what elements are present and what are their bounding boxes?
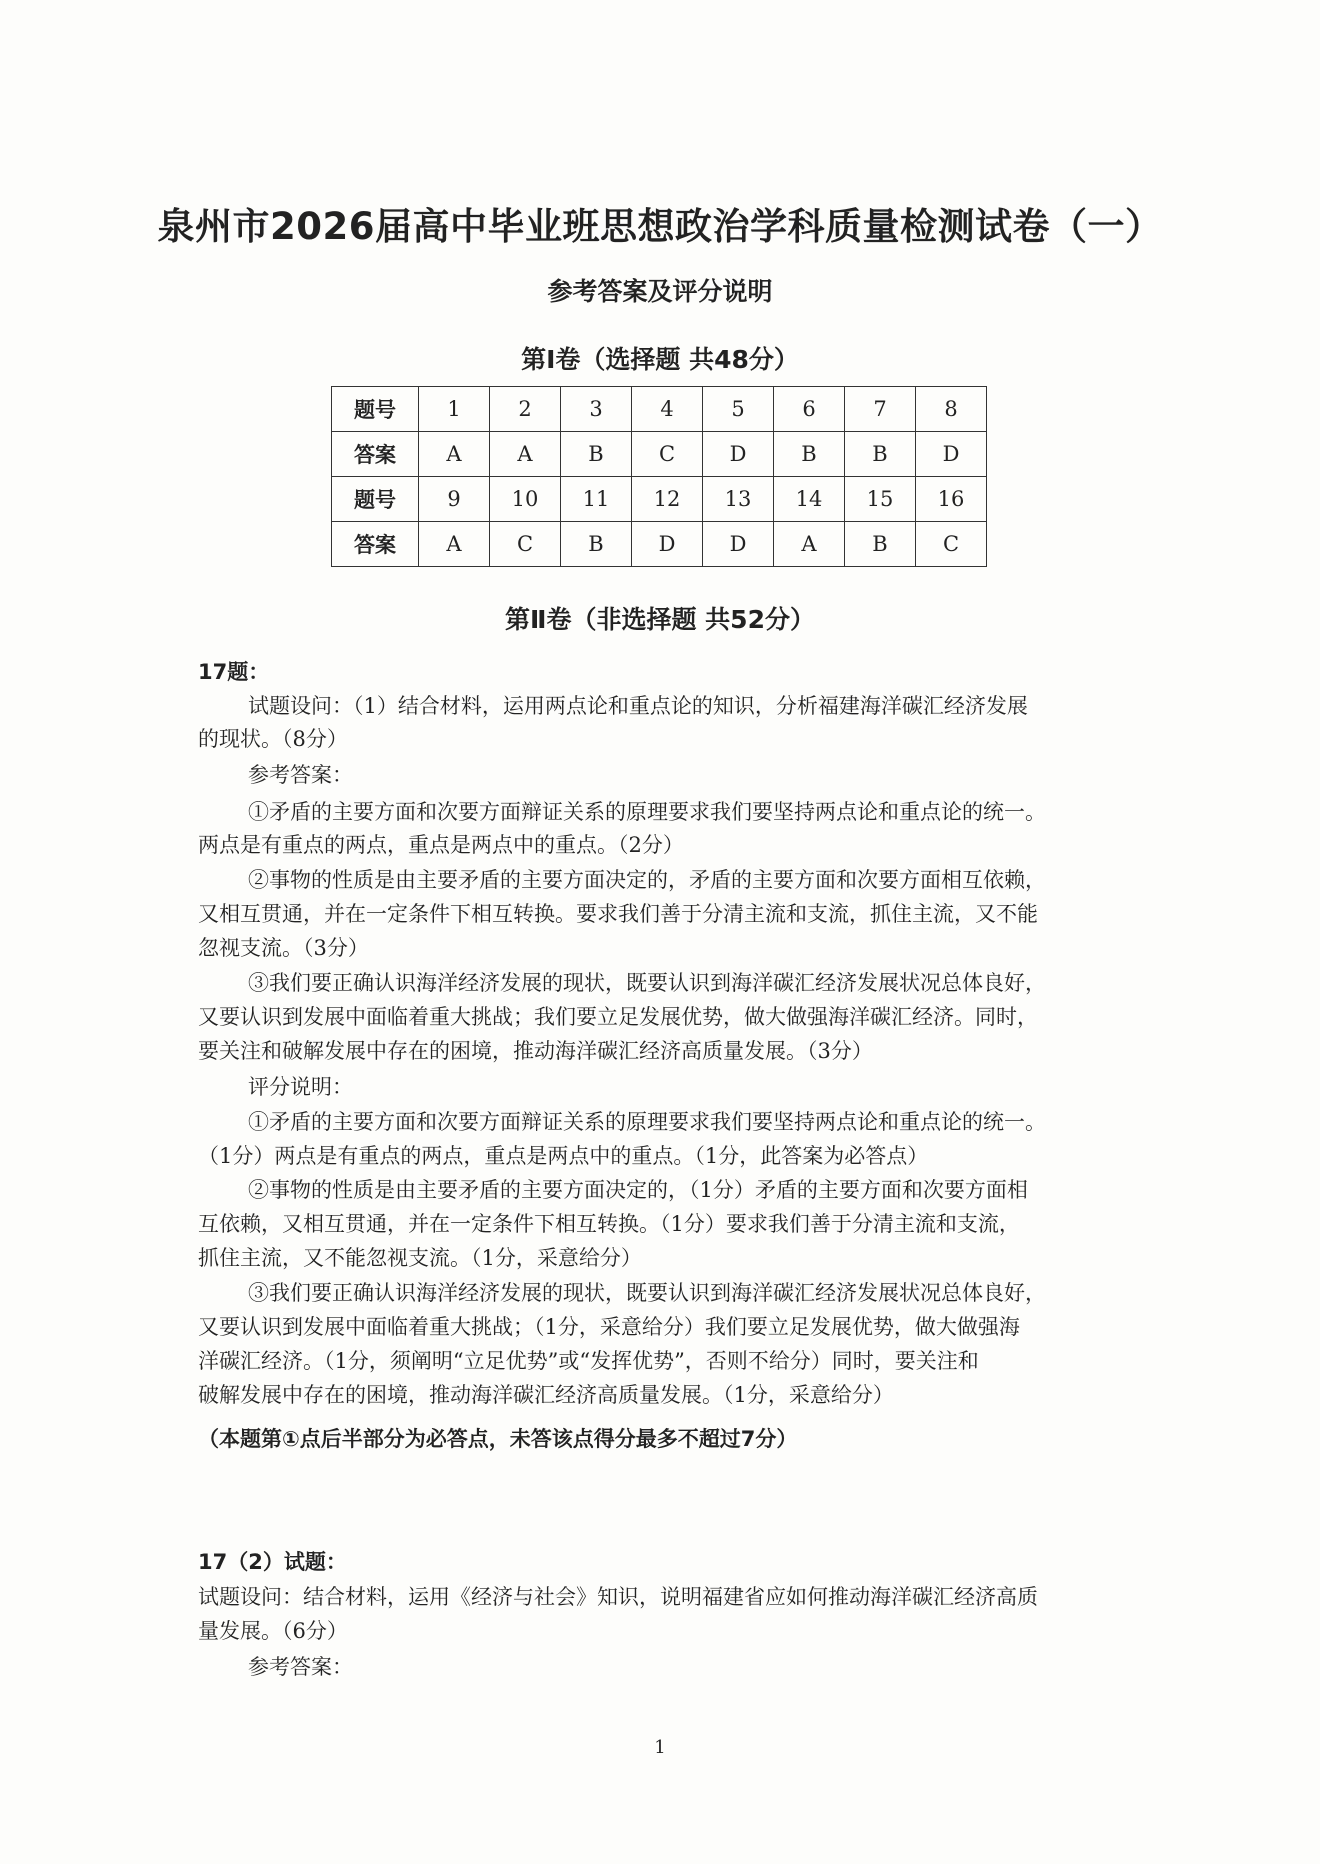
answer-cell: B bbox=[774, 432, 845, 477]
question-number: 2 bbox=[490, 387, 561, 432]
scoring-line: ②事物的性质是由主要矛盾的主要方面决定的，（1分）矛盾的主要方面和次要方面相 bbox=[248, 1178, 1028, 1202]
answer-cell: B bbox=[845, 432, 916, 477]
answer-line: 又相互贯通，并在一定条件下相互转换。要求我们善于分清主流和支流，抓住主流，又不能 bbox=[198, 902, 1038, 926]
answer-line: 又要认识到发展中面临着重大挑战；我们要立足发展优势，做大做强海洋碳汇经济。同时， bbox=[198, 1005, 1038, 1029]
answer-cell: D bbox=[703, 432, 774, 477]
scoring-label: 评分说明： bbox=[248, 1075, 353, 1099]
table-row bbox=[332, 477, 987, 522]
question-prompt: 试题设问：（1）结合材料，运用两点论和重点论的知识，分析福建海洋碳汇经济发展 bbox=[248, 694, 1028, 718]
question-number: 1 bbox=[419, 387, 490, 432]
answer-cell: A bbox=[490, 432, 561, 477]
question-number: 6 bbox=[774, 387, 845, 432]
question-number: 10 bbox=[490, 477, 561, 522]
scoring-line: 抓住主流，又不能忽视支流。（1分，采意给分） bbox=[198, 1246, 642, 1270]
answer-cell: A bbox=[419, 522, 490, 567]
question-number: 15 bbox=[845, 477, 916, 522]
answer-cell: A bbox=[419, 432, 490, 477]
scoring-line: 洋碳汇经济。（1分，须阐明“立足优势”或“发挥优势”，否则不给分）同时，要关注和 bbox=[198, 1349, 979, 1373]
answer-line: 忽视支流。（3分） bbox=[198, 936, 369, 960]
answer-cell: C bbox=[916, 522, 987, 567]
part2-heading: 第Ⅱ卷（非选择题 共52分） bbox=[505, 605, 815, 634]
answer-line: ②事物的性质是由主要矛盾的主要方面决定的，矛盾的主要方面和次要方面相互依赖， bbox=[248, 868, 1046, 892]
question-number: 3 bbox=[561, 387, 632, 432]
question-number: 9 bbox=[419, 477, 490, 522]
answer-cell: A bbox=[774, 522, 845, 567]
scoring-line: 互依赖，又相互贯通，并在一定条件下相互转换。（1分）要求我们善于分清主流和支流， bbox=[198, 1212, 1020, 1236]
scoring-note: （本题第①点后半部分为必答点，未答该点得分最多不超过7分） bbox=[198, 1427, 798, 1451]
question-number: 16 bbox=[916, 477, 987, 522]
answer-cell: B bbox=[561, 432, 632, 477]
table-row bbox=[332, 432, 987, 477]
question-number: 12 bbox=[632, 477, 703, 522]
answer-cell: B bbox=[561, 522, 632, 567]
answer-line: ①矛盾的主要方面和次要方面辩证关系的原理要求我们要坚持两点论和重点论的统一。 bbox=[248, 800, 1046, 824]
table-row bbox=[332, 522, 987, 567]
question-label: 17（2）试题： bbox=[198, 1550, 347, 1574]
scoring-line: 又要认识到发展中面临着重大挑战；（1分，采意给分）我们要立足发展优势，做大做强海 bbox=[198, 1315, 1020, 1339]
question-number: 13 bbox=[703, 477, 774, 522]
question-number: 4 bbox=[632, 387, 703, 432]
question-number: 11 bbox=[561, 477, 632, 522]
question-number: 14 bbox=[774, 477, 845, 522]
question-prompt: 试题设问：结合材料，运用《经济与社会》知识，说明福建省应如何推动海洋碳汇经济高质 bbox=[198, 1585, 1038, 1609]
question-prompt: 的现状。（8分） bbox=[198, 727, 348, 751]
answer-cell: B bbox=[845, 522, 916, 567]
reference-answer-label: 参考答案： bbox=[248, 763, 353, 787]
question-number: 8 bbox=[916, 387, 987, 432]
row-label: 答案 bbox=[332, 432, 419, 477]
question-prompt: 量发展。（6分） bbox=[198, 1619, 348, 1643]
scoring-line: ③我们要正确认识海洋经济发展的现状，既要认识到海洋碳汇经济发展状况总体良好， bbox=[248, 1281, 1046, 1305]
question-number: 7 bbox=[845, 387, 916, 432]
answer-cell: D bbox=[703, 522, 774, 567]
question-label: 17题： bbox=[198, 660, 270, 684]
part1-heading: 第Ⅰ卷（选择题 共48分） bbox=[521, 345, 799, 374]
answer-cell: C bbox=[490, 522, 561, 567]
reference-answer-label: 参考答案： bbox=[248, 1655, 353, 1679]
answer-table bbox=[331, 386, 987, 567]
scoring-line: 破解发展中存在的困境，推动海洋碳汇经济高质量发展。（1分，采意给分） bbox=[198, 1383, 894, 1407]
row-label: 题号 bbox=[332, 387, 419, 432]
row-label: 题号 bbox=[332, 477, 419, 522]
table-row bbox=[332, 387, 987, 432]
scoring-line: ①矛盾的主要方面和次要方面辩证关系的原理要求我们要坚持两点论和重点论的统一。 bbox=[248, 1110, 1046, 1134]
question-number: 5 bbox=[703, 387, 774, 432]
answer-line: 要关注和破解发展中存在的困境，推动海洋碳汇经济高质量发展。（3分） bbox=[198, 1039, 873, 1063]
document-subtitle: 参考答案及评分说明 bbox=[547, 277, 773, 306]
answer-line: 两点是有重点的两点，重点是两点中的重点。（2分） bbox=[198, 833, 684, 857]
answer-cell: D bbox=[632, 522, 703, 567]
answer-cell: C bbox=[632, 432, 703, 477]
answer-line: ③我们要正确认识海洋经济发展的现状，既要认识到海洋碳汇经济发展状况总体良好， bbox=[248, 971, 1046, 995]
answer-cell: D bbox=[916, 432, 987, 477]
document-title: 泉州市2026届高中毕业班思想政治学科质量检测试卷（一） bbox=[157, 205, 1163, 248]
scoring-line: （1分）两点是有重点的两点，重点是两点中的重点。（1分，此答案为必答点） bbox=[198, 1144, 929, 1168]
page-number: 1 bbox=[654, 1737, 666, 1758]
row-label: 答案 bbox=[332, 522, 419, 567]
